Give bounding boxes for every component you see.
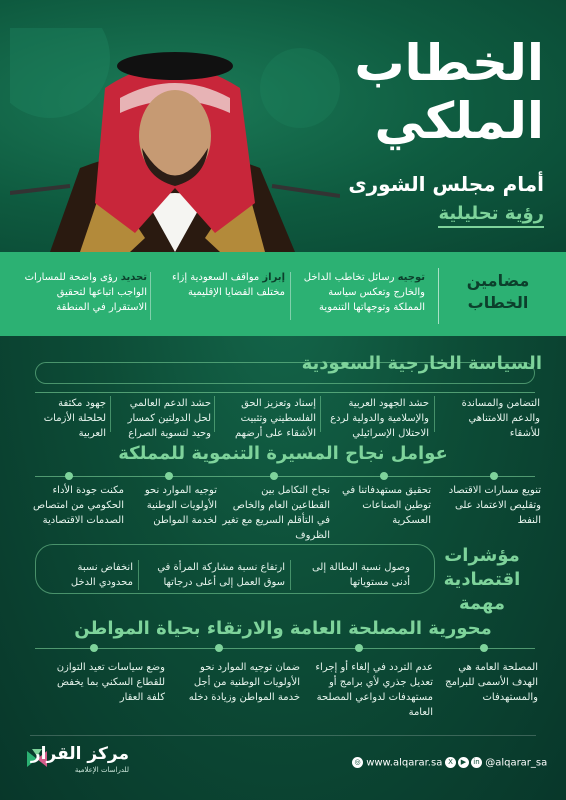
citizen-title: محورية المصلحة العامة والارتقاء بحياة المواطن: [74, 618, 492, 639]
development-item-5: مكنت جودة الأداء الحكومي من امتصاص الصدمات الاقتصادية: [33, 485, 124, 526]
indicators-title: [422, 544, 542, 616]
themes-divider-2: [290, 272, 291, 320]
foreign-policy-item-3: إسناد وتعزيز الحق الفلسطيني وتثبيت الأشقاء على أرضهم: [234, 398, 316, 439]
indicators-item-1: وصول نسبة البطالة إلى أدنى مستوياتها: [311, 562, 410, 588]
themes-divider: [438, 268, 439, 324]
indicators-title-line-2: اقتصادية مهمة: [443, 569, 521, 614]
indicators-item-3: انخفاض نسبة محدودي الدخل: [70, 562, 133, 588]
themes-title-line-2: الخطاب: [467, 293, 529, 312]
theme-item-2: [160, 270, 285, 300]
logo-name: مركز القرار: [30, 744, 129, 764]
foreign-policy-item-5: جهود مكثفة لحلحلة الأزمات العربية: [43, 398, 106, 439]
foreign-policy-title: السياسة الخارجية السعودية: [301, 353, 542, 374]
fp-divider-4: [110, 396, 111, 432]
development-item-4: توجيه الموارد نحو الأولويات الوطنية لخدمة المواطن: [144, 485, 217, 526]
footer-social[interactable]: [443, 757, 547, 769]
tagline: [438, 203, 544, 228]
globe-icon: ◎: [352, 757, 363, 768]
fp-divider-3: [214, 396, 215, 432]
x-icon: X: [445, 757, 456, 768]
fp-divider-1: [434, 396, 435, 432]
linkedin-icon: in: [471, 757, 482, 768]
logo: [24, 744, 129, 778]
development-dot-4: [165, 472, 173, 480]
footer-website[interactable]: [350, 757, 442, 769]
handle-text: @alqarar_sa: [485, 757, 548, 769]
citizen-item-4: وضع سياسات تعيد التوازن للقطاع السكني بما يخفض كلفة العقار: [56, 662, 165, 703]
citizen-dot-4: [90, 644, 98, 652]
fp-divider-2: [320, 396, 321, 432]
portrait-illustration: [10, 28, 340, 252]
citizen-line: [35, 648, 535, 649]
theme-item-3-text: رؤى واضحة للمسارات الواجب اتباعها لتحقيق الاستقرار في المنطقة: [24, 272, 147, 313]
theme-item-2-text: مواقف السعودية إزاء مختلف القضايا الإقليمية: [172, 272, 285, 298]
foreign-policy-item-1: التضامن والمساندة والدعم اللامتناهي للأشقاء: [461, 398, 540, 439]
title-line-2: الملكي: [374, 92, 544, 150]
foreign-policy-item-4: حشد الدعم العالمي لحل الدولتين كمسار وحيد لتسوية الصراع: [127, 398, 211, 439]
indicators-item-2: ارتفاع نسبة مشاركة المرأة في سوق العمل إلى أعلى درجاتها: [157, 562, 285, 588]
citizen-dot-1: [480, 644, 488, 652]
indicators-title-line-1: مؤشرات: [444, 545, 520, 566]
logo-subtitle: للدراسات الإعلامية: [74, 766, 129, 774]
theme-item-2-bold: إبراز: [262, 272, 285, 283]
tagline-text: رؤية تحليلية: [438, 203, 544, 228]
foreign-policy-line: [35, 392, 535, 393]
themes-divider-3: [150, 272, 151, 320]
citizen-dot-2: [355, 644, 363, 652]
themes-title: [448, 270, 548, 314]
development-dot-1: [490, 472, 498, 480]
citizen-dot-3: [215, 644, 223, 652]
footer-divider: [30, 735, 536, 736]
theme-item-1-text: رسائل تخاطب الداخل والخارج وتعكس سياسة المملكة وتوجهاتها التنموية: [303, 272, 425, 313]
website-text: www.alqarar.sa: [366, 757, 443, 769]
foreign-policy-item-2: حشد الجهود العربية والإسلامية والدولية لردع الاحتلال الإسرائيلي: [330, 398, 429, 439]
ind-divider-1: [290, 560, 291, 590]
theme-item-3-bold: تحديد: [120, 272, 147, 283]
citizen-item-3: ضمان توجيه الموارد نحو الأولويات الوطنية من أجل خدمة المواطن وزيادة دخله: [188, 662, 300, 703]
title-line-1: الخطاب: [354, 34, 544, 92]
theme-item-3: [22, 270, 147, 315]
development-dot-2: [380, 472, 388, 480]
development-item-2: تحقيق مستهدفاتنا في توطين الصناعات العسكرية: [342, 485, 431, 526]
development-dot-5: [65, 472, 73, 480]
ind-divider-2: [138, 560, 139, 590]
development-title: عوامل نجاح المسيرة التنموية للمملكة: [118, 443, 448, 464]
youtube-icon: ▶: [458, 757, 469, 768]
development-line: [35, 476, 535, 477]
development-item-1: تنويع مسارات الاقتصاد وتقليص الاعتماد على النفط: [448, 485, 541, 526]
development-item-3: نجاح التكامل بين القطاعين العام والخاص في التأقلم السريع مع تغير الظروف: [222, 485, 330, 541]
theme-item-1: [300, 270, 425, 315]
themes-title-line-1: مضامين: [466, 271, 530, 290]
citizen-item-1: المصلحة العامة هي الهدف الأسمى للبرامج والمستهدفات: [445, 662, 538, 703]
citizen-item-2: عدم التردد في إلغاء أو إجراء تعديل جذري لأي برامج أو مستهدفات لدواعي المصلحة العامة: [315, 662, 433, 718]
subtitle: أمام مجلس الشورى: [348, 172, 544, 196]
theme-item-1-bold: توجيه: [397, 272, 425, 283]
development-dot-3: [270, 472, 278, 480]
